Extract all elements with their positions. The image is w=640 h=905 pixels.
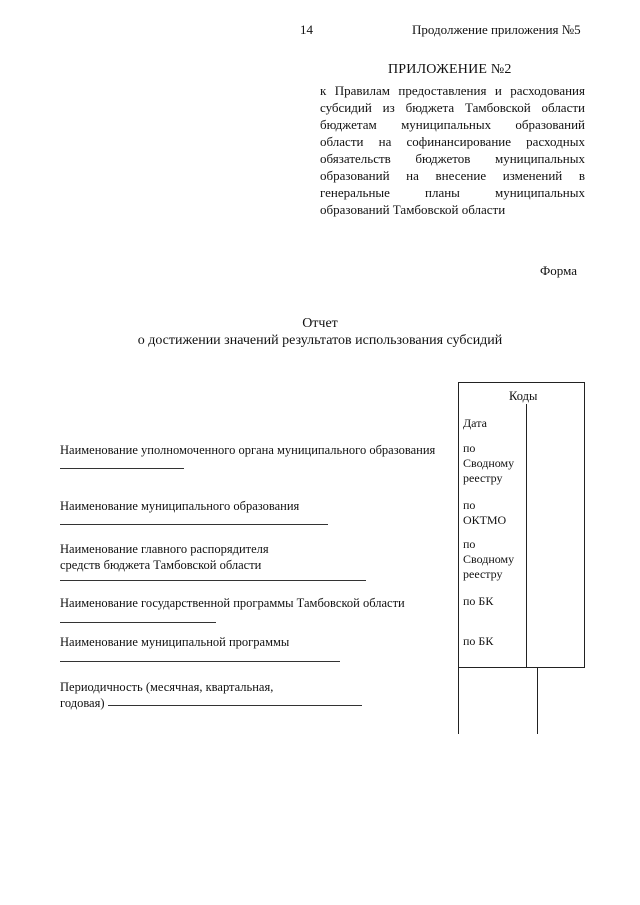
code-svodny-reestr-2: по Сводному реестру xyxy=(463,537,515,581)
field-periodicity-line[interactable] xyxy=(108,705,362,706)
code-oktmo: по ОКТМО xyxy=(463,498,507,527)
field-municipality-label: Наименование муниципального образования xyxy=(60,499,300,513)
appendix-title: ПРИЛОЖЕНИЕ №2 xyxy=(388,62,512,77)
report-title: Отчет xyxy=(302,316,338,331)
code-date: Дата xyxy=(463,416,487,430)
codes-column-divider xyxy=(526,404,527,668)
field-municipal-program-line[interactable] xyxy=(60,661,340,662)
code-svodny-reestr-1: по Сводному реестру xyxy=(463,441,515,485)
field-state-program-line[interactable] xyxy=(60,622,216,623)
continuation-label: Продолжение приложения №5 xyxy=(412,22,581,37)
appendix-text: к Правилам предоставления и расходования субсидий из бюджета Тамбовской области бюджетам муниципальных образований области на софинансирование расходных обязательств бюджетов муниципальных образований на внесение изменений в генеральные планы муниципальных образований Тамбовской области xyxy=(320,83,585,217)
code-bk-2: по БК xyxy=(463,634,494,648)
page-number: 14 xyxy=(300,22,313,37)
field-main-manager-line[interactable] xyxy=(60,580,366,581)
field-municipal-program-label: Наименование муниципальной программы xyxy=(60,635,290,649)
field-authorized-body-label: Наименование уполномоченного органа муниципального образования xyxy=(60,443,436,457)
codes-extension-line-right xyxy=(537,668,538,734)
field-authorized-body-line[interactable] xyxy=(60,468,184,469)
code-bk-1: по БК xyxy=(463,594,494,608)
codes-extension-line-left xyxy=(458,668,459,734)
report-subtitle: о достижении значений результатов использования субсидий xyxy=(137,333,503,348)
field-periodicity-label: Периодичность (месячная, квартальная, годовая) xyxy=(60,680,274,710)
field-main-manager-label: Наименование главного распорядителя средств бюджета Тамбовской области xyxy=(60,542,269,572)
form-label: Форма xyxy=(540,263,577,278)
field-municipality-line[interactable] xyxy=(60,524,328,525)
codes-header: Коды xyxy=(509,389,538,403)
field-state-program-label: Наименование государственной программы Тамбовской области xyxy=(60,596,405,610)
